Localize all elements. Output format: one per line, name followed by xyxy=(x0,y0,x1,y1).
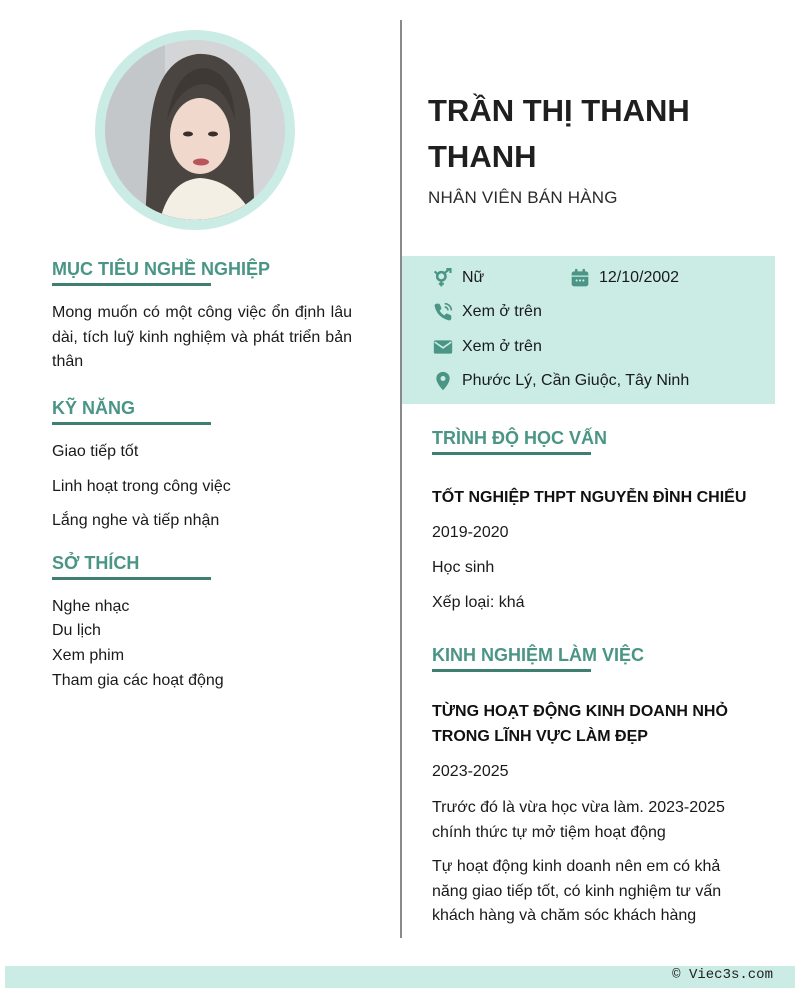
education-rule xyxy=(432,452,591,455)
skills-title: KỸ NĂNG xyxy=(52,398,136,418)
education-school: TỐT NGHIỆP THPT NGUYỄN ĐÌNH CHIỂU xyxy=(432,489,747,506)
experience-desc-1: Trước đó là vừa học vừa làm. 2023-2025 chính thức tự mở tiệm hoạt động xyxy=(432,799,725,841)
experience-rule xyxy=(432,669,591,672)
skills-rule xyxy=(52,422,211,425)
gender-icon xyxy=(432,267,454,289)
objective-text: Mong muốn có một công việc ổn định lâu dài, tích luỹ kinh nghiệm và phát triển bản thân xyxy=(52,304,352,370)
education-role: Học sinh xyxy=(432,559,495,576)
candidate-name: TRẦN THỊ THANH THANH xyxy=(428,93,690,174)
avatar-photo xyxy=(105,40,285,220)
experience-desc-2: Tự hoạt động kinh doanh nên em có khả năng giao tiếp tốt, có kinh nghiệm tư vấn khách hàng và chăm sóc khách hàng xyxy=(432,858,722,924)
contact-address xyxy=(432,370,689,392)
hobby-item: Du lịch xyxy=(52,622,101,639)
education-grade: Xếp loại: khá xyxy=(432,594,525,611)
hobby-item: Nghe nhạc xyxy=(52,598,130,615)
hobby-item: Tham gia các hoạt động xyxy=(52,672,224,689)
objective-rule xyxy=(52,283,211,286)
education-title: TRÌNH ĐỘ HỌC VẤN xyxy=(432,428,607,448)
skill-item: Giao tiếp tốt xyxy=(52,443,139,460)
calendar-icon xyxy=(569,267,591,289)
hobbies-title: SỞ THÍCH xyxy=(52,553,140,573)
envelope-icon xyxy=(432,336,454,358)
experience-title: KINH NGHIỆM LÀM VIỆC xyxy=(432,645,645,665)
phone-value: Xem ở trên xyxy=(462,303,542,320)
gender-value: Nữ xyxy=(462,269,485,286)
location-pin-icon xyxy=(432,370,454,392)
contact-email xyxy=(432,336,542,358)
birthday-value: 12/10/2002 xyxy=(599,269,680,286)
contact-phone xyxy=(432,301,542,323)
experience-period: 2023-2025 xyxy=(432,763,509,780)
avatar xyxy=(105,40,285,220)
objective-title: MỤC TIÊU NGHỀ NGHIỆP xyxy=(52,259,271,279)
email-value: Xem ở trên xyxy=(462,338,542,355)
column-divider xyxy=(400,20,402,938)
address-value: Phước Lý, Cần Giuộc, Tây Ninh xyxy=(462,372,690,389)
hobby-item: Xem phim xyxy=(52,647,125,664)
skill-item: Lắng nghe và tiếp nhận xyxy=(52,512,220,529)
contact-gender xyxy=(432,267,484,289)
footer-bar xyxy=(5,966,795,988)
contact-birthday xyxy=(569,267,679,289)
avatar-ring xyxy=(95,30,295,230)
hobbies-rule xyxy=(52,577,211,580)
job-title: NHÂN VIÊN BÁN HÀNG xyxy=(428,188,618,207)
experience-position: TỪNG HOẠT ĐỘNG KINH DOANH NHỎ TRONG LĨNH VỰC LÀM ĐẸP xyxy=(432,703,728,745)
footer-copyright: © Viec3s.com xyxy=(672,967,773,983)
phone-icon xyxy=(432,301,454,323)
education-period: 2019-2020 xyxy=(432,524,509,541)
skill-item: Linh hoạt trong công việc xyxy=(52,478,231,495)
